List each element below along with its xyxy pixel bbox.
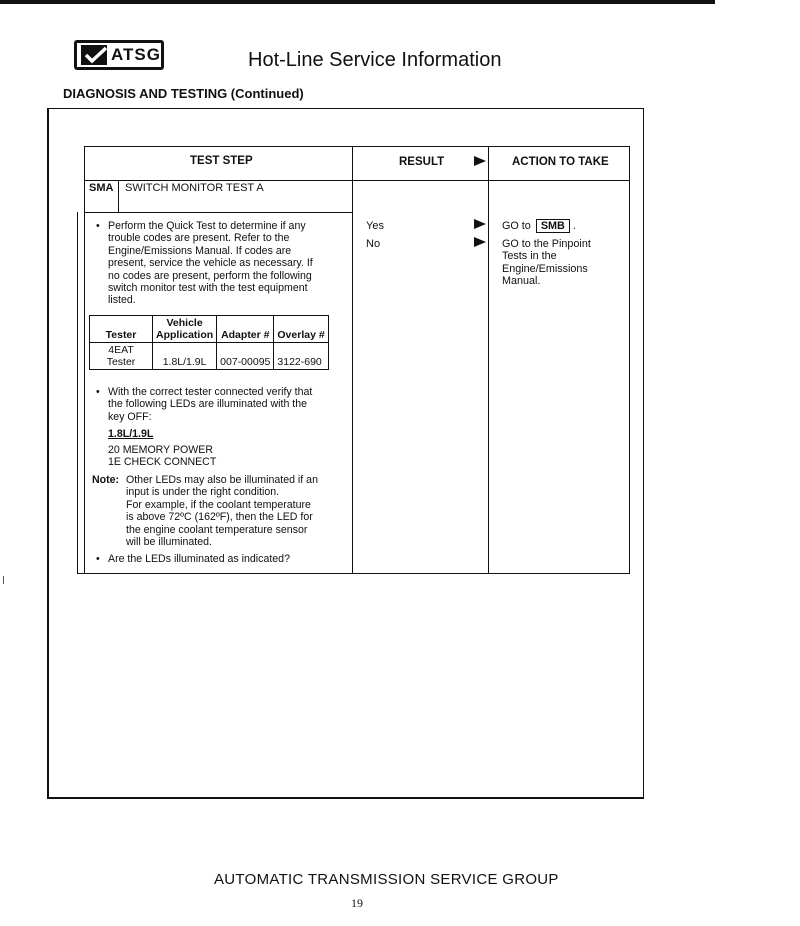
note-label: Note: (92, 474, 120, 486)
test-step-header: TEST STEP (190, 155, 253, 167)
section-title: DIAGNOSIS AND TESTING (Continued) (63, 86, 304, 101)
vehicle-application-col-header (153, 316, 217, 343)
sma-code-divider (118, 180, 119, 212)
step1-line: trouble codes are present. Refer to the (108, 232, 290, 245)
tester-equipment-table (89, 315, 329, 370)
step2-line: the following LEDs are illuminated with the (108, 398, 308, 411)
cell-line: 4EAT (108, 344, 134, 356)
note-line: will be illuminated. (126, 536, 212, 549)
note-line: Other LEDs may also be illuminated if an (126, 474, 318, 486)
action-line: Manual. (502, 275, 541, 288)
arrow-right-icon (474, 219, 486, 229)
question-text: Are the LEDs illuminated as indicated? (108, 553, 290, 565)
step-code: SMA (89, 182, 114, 194)
action-header: ACTION TO TAKE (512, 156, 609, 168)
action-line: Engine/Emissions (502, 262, 588, 275)
bullet-icon: • (96, 220, 100, 232)
result-yes: Yes (366, 220, 384, 232)
action-yes-prefix: GO to (502, 220, 531, 232)
table-row (90, 343, 329, 370)
action-yes (502, 219, 576, 233)
sma-row-divider (84, 212, 352, 213)
note-line: is above 72ºC (162ºF), then the LED for (126, 511, 313, 524)
result-header: RESULT (399, 156, 445, 168)
page-number: 19 (351, 896, 363, 910)
step1-line: switch monitor test with the test equipment (108, 282, 308, 295)
step1-line: no codes are present, perform the following (108, 269, 312, 282)
header-line: Application (156, 329, 214, 341)
adapter-cell: 007-00095 (217, 343, 274, 370)
checkmark-icon (81, 45, 107, 65)
result-no: No (366, 238, 381, 250)
step1-line: present, service the vehicle as necessary. If (108, 257, 313, 270)
action-yes-suffix: . (572, 220, 576, 232)
step1-line: listed. (108, 294, 136, 307)
led-item: 20 MEMORY POWER (108, 444, 213, 456)
cell-line: Tester (106, 356, 136, 368)
action-no (502, 238, 591, 288)
action-line: Tests in the (502, 250, 557, 263)
logo-text: ATSG (111, 45, 161, 64)
footer-organization: AUTOMATIC TRANSMISSION SERVICE GROUP (214, 871, 559, 888)
tester-cell (90, 343, 153, 370)
led-item: 1E CHECK CONNECT (108, 456, 217, 469)
engine-label: 1.8L/1.9L (108, 428, 154, 440)
step1-line: Perform the Quick Test to determine if any (108, 220, 306, 232)
scan-mark (3, 576, 4, 584)
tester-col-header: Tester (90, 316, 153, 343)
overlay-cell: 3122-690 (274, 343, 328, 370)
step2-instructions (96, 386, 341, 423)
application-cell: 1.8L/1.9L (153, 343, 217, 370)
step2-line: With the correct tester connected verify that (108, 386, 313, 398)
bullet-icon: • (96, 553, 100, 565)
header-row-divider (84, 180, 629, 181)
page-title: Hot-Line Service Information (248, 49, 502, 71)
step-title: SWITCH MONITOR TEST A (125, 182, 264, 194)
arrow-right-icon (474, 237, 486, 247)
note-text (126, 474, 346, 548)
arrow-right-icon (474, 156, 486, 166)
atsg-logo (74, 40, 164, 70)
step1-instructions (96, 220, 341, 307)
column-divider-action (488, 146, 489, 573)
action-line: GO to the Pinpoint (502, 238, 591, 250)
step-left-rule (77, 212, 78, 574)
led-list (108, 444, 216, 469)
note-line: input is under the right condition. (126, 486, 280, 499)
bullet-icon: • (96, 386, 100, 398)
step2-line: key OFF: (108, 410, 152, 423)
overlay-col-header: Overlay # (274, 316, 328, 343)
note-line: For example, if the coolant temperature (126, 498, 311, 511)
question (96, 553, 341, 565)
adapter-col-header: Adapter # (217, 316, 274, 343)
step-reference-smb[interactable]: SMB (536, 219, 570, 233)
top-rule (0, 0, 715, 4)
header-line: Vehicle (166, 317, 203, 329)
note-line: the engine coolant temperature sensor (126, 523, 308, 536)
column-divider-result (352, 146, 353, 573)
step1-line: Engine/Emissions Manual. If codes are (108, 244, 292, 257)
step-bottom-rule (77, 573, 85, 574)
